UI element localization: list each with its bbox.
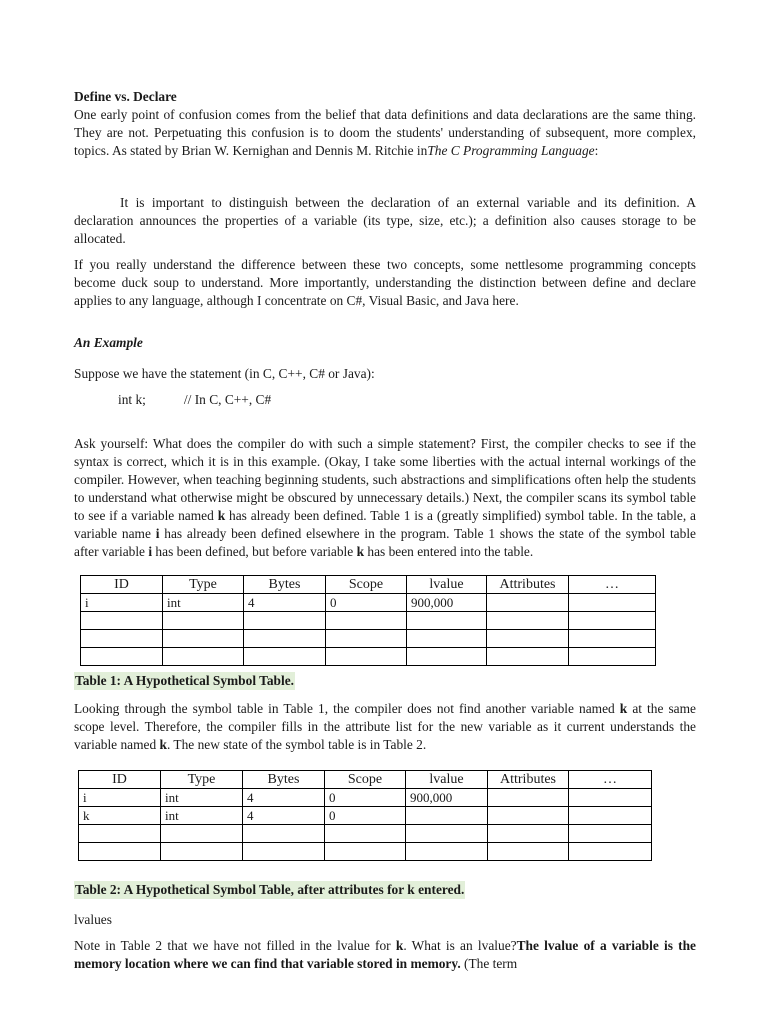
table-cell: 0 [325, 807, 406, 825]
document-page [74, 88, 696, 973]
table-cell [488, 789, 569, 807]
lvalues-heading: lvalues [74, 912, 112, 928]
book-title: The C Programming Language [427, 143, 595, 158]
table-row [79, 807, 652, 825]
table-row [81, 594, 656, 612]
table-row [81, 648, 656, 666]
table-row [79, 825, 652, 843]
table-cell: int [163, 594, 244, 612]
table-header: Bytes [243, 771, 325, 789]
table-header: lvalue [407, 576, 487, 594]
table-cell [569, 807, 652, 825]
intro-paragraph: One early point of confusion comes from the belief that data definitions and data declarations are the same thing. They are not. Perpetuating this confusion is to doom the students' understanding of subsequent, more complex, topics. As stated by Brian W. Kernighan and Dennis M. Ritchie inThe C Programming Language: [74, 107, 696, 158]
table-cell: 900,000 [407, 594, 487, 612]
table-cell: 0 [326, 594, 407, 612]
table-row [81, 630, 656, 648]
table-header: ID [79, 771, 161, 789]
table-cell: k [79, 807, 161, 825]
table-header: … [569, 771, 652, 789]
table-header: Attributes [487, 576, 569, 594]
table-cell [488, 807, 569, 825]
symbol-table-1 [80, 575, 656, 666]
table-header-row [81, 576, 656, 594]
table-cell: int [161, 807, 243, 825]
code-statement: int k; // In C, C++, C# [118, 392, 272, 408]
looking-through-paragraph: Looking through the symbol table in Table 1, the compiler does not find another variable named k at the same scope level. Therefore, the compiler fills in the attribute list for the new variable as it current understands the variable named k. The new state of the symbol table is in Table 2. [74, 701, 696, 753]
table-header: Type [163, 576, 244, 594]
table-cell: 4 [244, 594, 326, 612]
table-row [79, 843, 652, 861]
table-header: Scope [325, 771, 406, 789]
table-header: Attributes [488, 771, 569, 789]
suppose-line: Suppose we have the statement (in C, C++, C# or Java): [74, 366, 375, 382]
table-row [79, 789, 652, 807]
table-cell: 4 [243, 807, 325, 825]
lvalue-paragraph: Note in Table 2 that we have not filled in the lvalue for k. What is an lvalue?The lvalue of a variable is the memory location where we can find that variable stored in memory. (The term [74, 938, 697, 972]
ask-yourself-paragraph: Ask yourself: What does the compiler do with such a simple statement? First, the compiler checks to see if the syntax is correct, which it is in this example. (Okay, I take some liberties with the actual internal workings of the compiler. However, when teaching beginning students, such abstractions and simplifications often help the students to understand what otherwise might be obscured by unnecessary details.) Next, the compiler scans its symbol table to see if a variable named k has already been defined. Table 1 is a (greatly simplified) symbol table. In the table, a variable name i has already been defined elsewhere in the program. Table 1 shows the state of the symbol table after variable i has been defined, but before variable k has been entered into the table. [74, 436, 696, 560]
table-cell: 4 [243, 789, 325, 807]
table-cell: 0 [325, 789, 406, 807]
symbol-table-2 [78, 770, 652, 861]
table-row [81, 612, 656, 630]
table-cell [569, 594, 656, 612]
table-cell [406, 807, 488, 825]
kernighan-quote: It is important to distinguish between the declaration of an external variable and its definition. A declaration announces the properties of a variable (its type, size, etc.); a definition also causes storage to be allocated. [74, 195, 696, 246]
table-cell: int [161, 789, 243, 807]
an-example-heading: An Example [74, 335, 143, 350]
table-header: Scope [326, 576, 407, 594]
table-header: Type [161, 771, 243, 789]
table-cell: i [81, 594, 163, 612]
table-cell: 900,000 [406, 789, 488, 807]
table-cell [487, 594, 569, 612]
duck-soup-paragraph: If you really understand the difference between these two concepts, some nettlesome programming concepts become duck soup to understand. More importantly, understanding the distinction between define and declare applies to any language, although I concentrate on C#, Visual Basic, and Java here. [74, 257, 696, 308]
table-1-caption: Table 1: A Hypothetical Symbol Table. [75, 673, 295, 689]
table-header: … [569, 576, 656, 594]
define-vs-declare-heading: Define vs. Declare [74, 89, 177, 104]
table-cell [569, 789, 652, 807]
table-2-caption: Table 2: A Hypothetical Symbol Table, after attributes for k entered. [75, 882, 465, 898]
table-header: ID [81, 576, 163, 594]
table-header-row [79, 771, 652, 789]
table-header: lvalue [406, 771, 488, 789]
table-header: Bytes [244, 576, 326, 594]
table-cell: i [79, 789, 161, 807]
